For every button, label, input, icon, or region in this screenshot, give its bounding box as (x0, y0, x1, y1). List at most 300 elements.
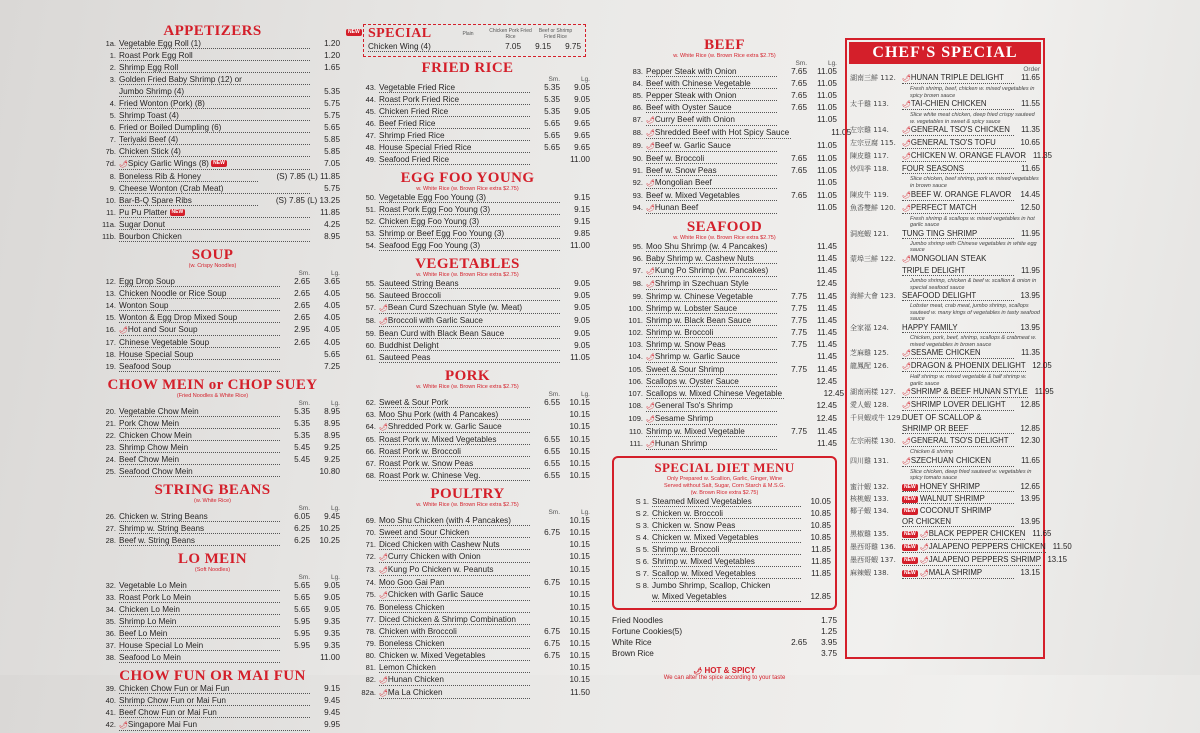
item-number: 93. (632, 191, 643, 200)
menu-item (85, 455, 340, 467)
item-price-small: 6.75 (544, 627, 560, 636)
item-price-small: 6.25 (294, 524, 310, 533)
item-number: 38. (105, 653, 116, 662)
item-name (379, 341, 560, 351)
item-number: 15. (105, 313, 116, 322)
menu-item (618, 533, 831, 545)
menu-item (85, 220, 340, 232)
item-number: 50. (365, 193, 376, 202)
chef-item-continued (850, 266, 1040, 278)
hot-spicy-icon: 🌶 (379, 592, 388, 599)
item-name (379, 565, 530, 576)
item-number: 27. (105, 524, 116, 533)
item-price-small: 2.65 (294, 277, 310, 286)
menu-item (85, 467, 340, 479)
hot-spicy-icon: 🌶 (119, 327, 128, 334)
item-price: 13.15 (1020, 568, 1040, 578)
item-name-text: SHRIMP & BEEF HUNAN STYLE (910, 387, 1028, 397)
item-name (119, 196, 258, 206)
item-name-text: Sauteed Broccoli (379, 291, 441, 300)
section-note: (w. Crispy Noodles) (188, 263, 237, 269)
menu-item (612, 279, 837, 292)
menu-item (85, 39, 340, 51)
item-name (119, 350, 280, 360)
small-header: Sm. (795, 60, 807, 67)
item-price-small: 5.65 (294, 593, 310, 602)
chef-item (850, 506, 1040, 517)
item-price-large: 11.45 (817, 316, 837, 325)
item-name-text: Chicken w. String Beans (119, 512, 208, 521)
item-name (902, 152, 1026, 162)
item-name-text: Fried Wonton (Pork) (8) (119, 99, 205, 108)
item-name (379, 316, 560, 327)
item-price-small: 5.95 (294, 617, 310, 626)
item-name (119, 684, 310, 694)
item-number: 72. (365, 552, 376, 561)
item-number: 4. (109, 99, 116, 108)
item-name-text: Curry Chicken with Onion (387, 552, 481, 561)
item-name-text: Wonton Soup (119, 301, 169, 310)
item-name-text: Chicken w. Mixed Vegetables (379, 651, 486, 660)
item-name-text: Roast Pork w. Snow Peas (379, 459, 474, 468)
item-number: S 7. (635, 569, 649, 578)
item-price-large: 7.25 (324, 362, 340, 371)
item-price-large: 10.15 (569, 540, 590, 549)
hot-spicy-icon: 🌶 (902, 389, 911, 397)
item-name (379, 540, 530, 550)
item-number: 82a. (361, 688, 376, 697)
large-header: Lg. (580, 509, 590, 516)
item-price: 11.95 (1034, 387, 1054, 397)
item-name-text: Shrimp w. Mixed Vegetable (646, 427, 745, 436)
large-header: Lg. (330, 505, 340, 512)
hot-spicy-icon: 🌶 (902, 457, 911, 465)
item-price-large: 9.05 (324, 605, 340, 614)
item-price-large: 11.45 (817, 365, 837, 374)
menu-column-2 (345, 0, 590, 697)
item-description: Chicken & shrimp (910, 449, 954, 456)
item-name (119, 467, 280, 477)
item-name-text: Roast Pork Egg Foo Young (3) (379, 205, 491, 214)
item-name-text: Shrimp Toast (4) (119, 111, 179, 120)
item-description: Fresh shrimp & scallops w. mixed vegetables in hot garlic sauce (910, 215, 1035, 229)
new-badge: NEW (904, 543, 916, 550)
section-title: BEEF (704, 37, 745, 53)
item-price: 9.15 (535, 42, 551, 51)
menu-item (345, 119, 590, 131)
menu-item (345, 279, 590, 291)
large-header: Lg. (827, 60, 837, 67)
chinese-name: 左宗兩樣 130. (850, 437, 896, 446)
item-price: 9.05 (574, 279, 590, 288)
hot-spicy-icon: 🌶 (902, 191, 911, 199)
menu-item (345, 329, 590, 341)
hot-spicy-icon: 🌶 (646, 416, 655, 423)
item-name-text: BLACK PEPPER CHICKEN (928, 529, 1026, 539)
chinese-name: 湖南兩樣 127. (850, 388, 896, 397)
item-price-large: 5.65 (324, 350, 340, 359)
special-box (348, 24, 586, 57)
item-name-text: PERFECT MATCH (910, 202, 977, 212)
menu-item (345, 303, 590, 316)
item-name-text: Cheese Wonton (Crab Meat) (119, 184, 224, 193)
item-number: 17. (105, 338, 116, 347)
item-number: 33. (105, 593, 116, 602)
hot-spicy-icon: 🌶 (902, 153, 911, 161)
hot-spicy-icon: 🌶 (902, 127, 911, 135)
item-description: Lobster meat, crab meat, jumbo shrimp, scallops sauteed w. many kings of vegetables in tasty seafood sauce (910, 303, 1040, 323)
item-price-large: 10.15 (569, 590, 590, 599)
section-note: w. White Rice (w. Brown Rice extra $2.75) (416, 502, 519, 508)
order-label: Order (1023, 66, 1040, 73)
item-number: 87. (632, 115, 643, 124)
large-header: Lg. (330, 574, 340, 581)
item-price: 11.35 (1033, 151, 1052, 161)
item-price-small: 5.35 (544, 83, 560, 92)
item-name-text: WALNUT SHRIMP (919, 494, 985, 504)
item-name-text: House Special Lo Mein (119, 641, 204, 650)
item-name (379, 410, 530, 420)
item-number: 16. (105, 325, 116, 334)
item-price: 9.05 (574, 303, 590, 312)
item-name (902, 100, 1014, 110)
item-number: S 1. (635, 497, 649, 506)
item-price-large: 4.05 (324, 325, 340, 334)
item-name-text: BEEF W. ORANGE FLAVOR (910, 189, 1012, 199)
item-number: 64. (365, 422, 376, 431)
hot-spicy-icon: 🌶 (902, 101, 911, 109)
size-header (345, 509, 590, 516)
menu-item (85, 184, 340, 196)
item-name (646, 352, 777, 363)
menu-item (85, 147, 340, 159)
item-price-large: 11.45 (817, 254, 837, 263)
item-name-text: Teriyaki Beef (4) (119, 135, 179, 144)
special-diet-box (612, 456, 837, 610)
small-header: Sm. (298, 270, 310, 277)
item-price-large: 11.45 (817, 266, 837, 275)
item-number: 105. (628, 365, 643, 374)
hot-spicy-icon: 🌶 (379, 318, 388, 325)
item-name-text: Diced Chicken with Cashew Nuts (379, 540, 500, 549)
menu-item (612, 638, 837, 649)
menu-item (612, 254, 837, 266)
item-number: 65. (365, 435, 376, 444)
item-name (379, 663, 530, 673)
item-price-small: 5.65 (294, 605, 310, 614)
item-price-large: 10.15 (569, 471, 590, 480)
item-price: 1.20 (324, 51, 340, 60)
hot-spicy-icon: 🌶 (646, 205, 655, 212)
chef-item (850, 456, 1040, 469)
item-price-large: 8.95 (324, 419, 340, 428)
item-price: 11.95 (1021, 228, 1040, 238)
item-name (646, 242, 777, 252)
item-price: 11.05 (570, 353, 590, 362)
menu-item (345, 241, 590, 253)
menu-item (612, 316, 837, 328)
item-price: 12.30 (1020, 436, 1040, 446)
item-number: 107. (628, 389, 643, 398)
item-price: 13.95 (1020, 291, 1040, 301)
item-name: Steamed Mixed Vegetables (652, 497, 801, 507)
item-number: 32. (105, 581, 116, 590)
item-name (902, 495, 1014, 504)
item-price-large: 11.05 (817, 91, 837, 100)
item-price-large: 9.65 (574, 119, 590, 128)
item-number: 58. (365, 316, 376, 325)
item-name-text: Broccoli with Garlic Sauce (387, 316, 483, 325)
menu-item (85, 407, 340, 419)
item-name-text: House Special Fried Rice (379, 143, 472, 152)
item-price-small: 2.65 (294, 313, 310, 322)
menu-item (85, 720, 340, 733)
chef-item (850, 542, 1072, 555)
item-name (119, 159, 310, 170)
item-name (379, 627, 530, 637)
item-price-large: 10.15 (569, 528, 590, 537)
item-price-large: 11.05 (817, 154, 837, 163)
item-name (119, 696, 310, 706)
item-price-small: 5.65 (544, 143, 560, 152)
item-price-large: 11.45 (817, 340, 837, 349)
item-name-text: Sauteed String Beans (379, 279, 459, 288)
chef-item (850, 291, 1040, 303)
item-name (646, 141, 777, 152)
menu-item (618, 521, 831, 533)
item-number: 55. (365, 279, 376, 288)
item-name-text: TUNG TING SHRIMP (902, 228, 978, 238)
item-name (902, 139, 1014, 149)
menu-item (345, 131, 590, 143)
item-price-large: 10.15 (569, 663, 590, 672)
menu-item (85, 325, 340, 338)
item-name (902, 457, 1014, 467)
menu-item (85, 208, 340, 220)
item-name (119, 581, 280, 591)
item-number: 78. (365, 627, 376, 636)
chef-item (850, 73, 1040, 86)
item-name (902, 543, 1046, 553)
item-price-large: 9.05 (574, 107, 590, 116)
item-price: 11.65 (1021, 73, 1040, 82)
section-title: SPECIAL DIET MENU (654, 460, 795, 475)
section-title: STRING BEANS (154, 482, 271, 498)
menu-item (612, 427, 837, 439)
item-price: 11.85 (811, 557, 831, 566)
item-name (119, 431, 280, 441)
item-name-text: Shrimp w. Black Bean Sauce (646, 316, 752, 325)
chef-item (850, 125, 1040, 138)
item-name (379, 528, 530, 538)
item-name (902, 324, 1014, 333)
menu-item (345, 205, 590, 217)
menu-item (345, 341, 590, 353)
section-eggfoo (345, 170, 590, 253)
item-price-small: 6.55 (544, 471, 560, 480)
menu-item (345, 410, 590, 422)
item-name: Brown Rice (612, 649, 654, 658)
menu-item (368, 42, 581, 54)
menu-item (345, 422, 590, 435)
item-name-text: Beef Lo Mein (119, 629, 168, 638)
item-name-text: Moo Goo Gai Pan (379, 578, 445, 587)
item-price-large: 9.05 (324, 593, 340, 602)
menu-item (618, 545, 831, 557)
item-description: Fresh shrimp, beef, chicken w. mixed vegetables in spicy brown sauce (910, 86, 1035, 99)
item-name-text: Vegetable Egg Foo Young (3) (379, 193, 486, 202)
item-number: 7b. (105, 147, 116, 156)
item-number: 68. (365, 471, 376, 480)
item-price-small: 7.75 (791, 292, 807, 301)
special-col-header: Beef or Shrimp Fried Rice (538, 28, 573, 40)
item-price-large: 10.15 (569, 422, 590, 431)
menu-item (85, 708, 340, 720)
item-name-text: Roast Pork w. Chinese Veg. (379, 471, 481, 480)
size-header (85, 270, 340, 277)
menu-item (85, 629, 340, 641)
menu-item (612, 166, 837, 178)
item-price: 10.85 (810, 521, 831, 530)
menu-item (612, 154, 837, 166)
item-price-large: 11.45 (817, 352, 837, 361)
item-price: (S) 7.85 (L) 13.25 (275, 196, 340, 205)
item-number: 45. (365, 107, 376, 116)
item-name-text: Shrimp w. Garlic Sauce (654, 352, 740, 361)
item-name-text: Shrimp in Szechuan Style (654, 279, 749, 288)
item-price-small: 5.45 (294, 455, 310, 464)
item-price-large: 10.15 (569, 459, 590, 468)
menu-item (612, 191, 837, 203)
item-price-large: 1.75 (821, 616, 837, 625)
item-price-small: 5.45 (294, 443, 310, 452)
item-name-text: JALAPENO PEPPERS SHRIMP (928, 555, 1041, 565)
item-name (646, 128, 791, 139)
menu-item (612, 79, 837, 91)
item-name-text: Hunan Shrimp (654, 439, 708, 448)
new-badge: NEW (904, 556, 916, 563)
hot-spicy-icon: 🌶 (646, 268, 655, 275)
menu-item (345, 217, 590, 229)
item-price-small: 6.75 (544, 578, 560, 587)
hot-spicy-icon: 🌶 (902, 438, 911, 446)
menu-item (85, 605, 340, 617)
item-name (119, 135, 310, 145)
item-name (379, 95, 530, 105)
item-price-large: 9.05 (574, 95, 590, 104)
item-name-text: Sugar Donut (119, 220, 165, 229)
hot-spicy-icon: 🌶 (379, 690, 388, 697)
item-name-text: Buddhist Delight (379, 341, 439, 350)
item-price-large: 4.05 (324, 289, 340, 298)
menu-item (618, 592, 831, 604)
section-note: (Fried Noodles & White Rice) (176, 393, 249, 399)
item-name (379, 217, 560, 227)
item-name-text: Seafood Fried Rice (379, 155, 450, 164)
chef-item (850, 400, 1040, 413)
item-price: 10.85 (810, 533, 831, 542)
item-price-large: 12.45 (816, 279, 837, 288)
special-col-header: Chicken Pork Fried Rice (489, 28, 532, 40)
item-name (902, 165, 1014, 174)
section-note: (w. White Rice) (194, 498, 231, 504)
item-name-text: Spicy Garlic Wings (8) (127, 159, 209, 168)
item-name (646, 292, 777, 302)
item-name-text: DUET OF SCALLOP & (902, 413, 982, 423)
item-name-text: Sauteed Peas (379, 353, 431, 362)
item-price-large: 3.75 (821, 649, 837, 658)
section-note: w. White Rice (w. Brown Rice extra $2.75) (416, 384, 519, 390)
item-price-large: 9.25 (324, 443, 340, 452)
menu-item (345, 107, 590, 119)
item-name (379, 578, 530, 588)
item-name (646, 365, 777, 375)
item-price-large: 11.45 (817, 439, 837, 448)
hot-spicy-icon: 🌶 (919, 544, 929, 552)
menu-item (85, 196, 340, 208)
item-name (902, 191, 1014, 201)
item-price-large: 8.95 (324, 407, 340, 416)
menu-item (345, 603, 590, 615)
section-chowfun (85, 668, 340, 733)
menu-item (85, 172, 340, 184)
item-name (379, 422, 530, 433)
item-name-text: Scallops w. Mixed Chinese Vegetable (646, 389, 783, 398)
item-price: 1.20 (324, 39, 340, 48)
item-name (119, 63, 310, 73)
item-name (379, 241, 560, 251)
menu-item (345, 651, 590, 663)
hot-spicy-title: HOT & SPICY (704, 666, 756, 675)
item-name-text: SEAFOOD DELIGHT (902, 291, 977, 301)
item-name (119, 512, 280, 522)
item-number: 108. (628, 401, 643, 410)
item-number: 48. (365, 143, 376, 152)
item-price: 9.05 (574, 341, 590, 350)
item-price: 12.65 (1020, 482, 1040, 492)
item-name-text: Mongolian Beef (654, 178, 712, 187)
menu-item (85, 443, 340, 455)
menu-item (345, 353, 590, 365)
item-price-large: 11.05 (817, 67, 837, 76)
item-price-large: 9.05 (324, 581, 340, 590)
item-price: 7.05 (505, 42, 521, 51)
item-name-text: Golden Fried Baby Shrimp (12) or (119, 75, 242, 84)
chinese-name: 洞庭蝦 121. (850, 229, 889, 238)
chinese-name: 蒙埠三鮮 122. (850, 254, 896, 263)
menu-item (85, 51, 340, 63)
item-price-large: 10.15 (569, 603, 590, 612)
item-number: 40. (105, 696, 116, 705)
section-note: w. White Rice (w. Brown Rice extra $2.75) (416, 272, 519, 278)
menu-item (345, 590, 590, 603)
section-title: POULTRY (430, 486, 505, 502)
item-name-text: Roast Pork w. Broccoli (379, 447, 461, 456)
item-name (379, 83, 530, 93)
item-number: 73. (365, 565, 376, 574)
item-number: 90. (632, 154, 643, 163)
chefs-special-list (847, 66, 1072, 581)
item-name (379, 651, 530, 661)
item-price: 5.65 (324, 123, 340, 132)
item-number: 74. (365, 578, 376, 587)
item-name (902, 362, 1026, 372)
item-number: 59. (365, 329, 376, 338)
item-number: 21. (105, 419, 116, 428)
item-name-text: Chicken Egg Foo Young (3) (379, 217, 480, 226)
item-name-text: Sweet and Sour Chicken (379, 528, 470, 537)
item-number: 26. (105, 512, 116, 521)
